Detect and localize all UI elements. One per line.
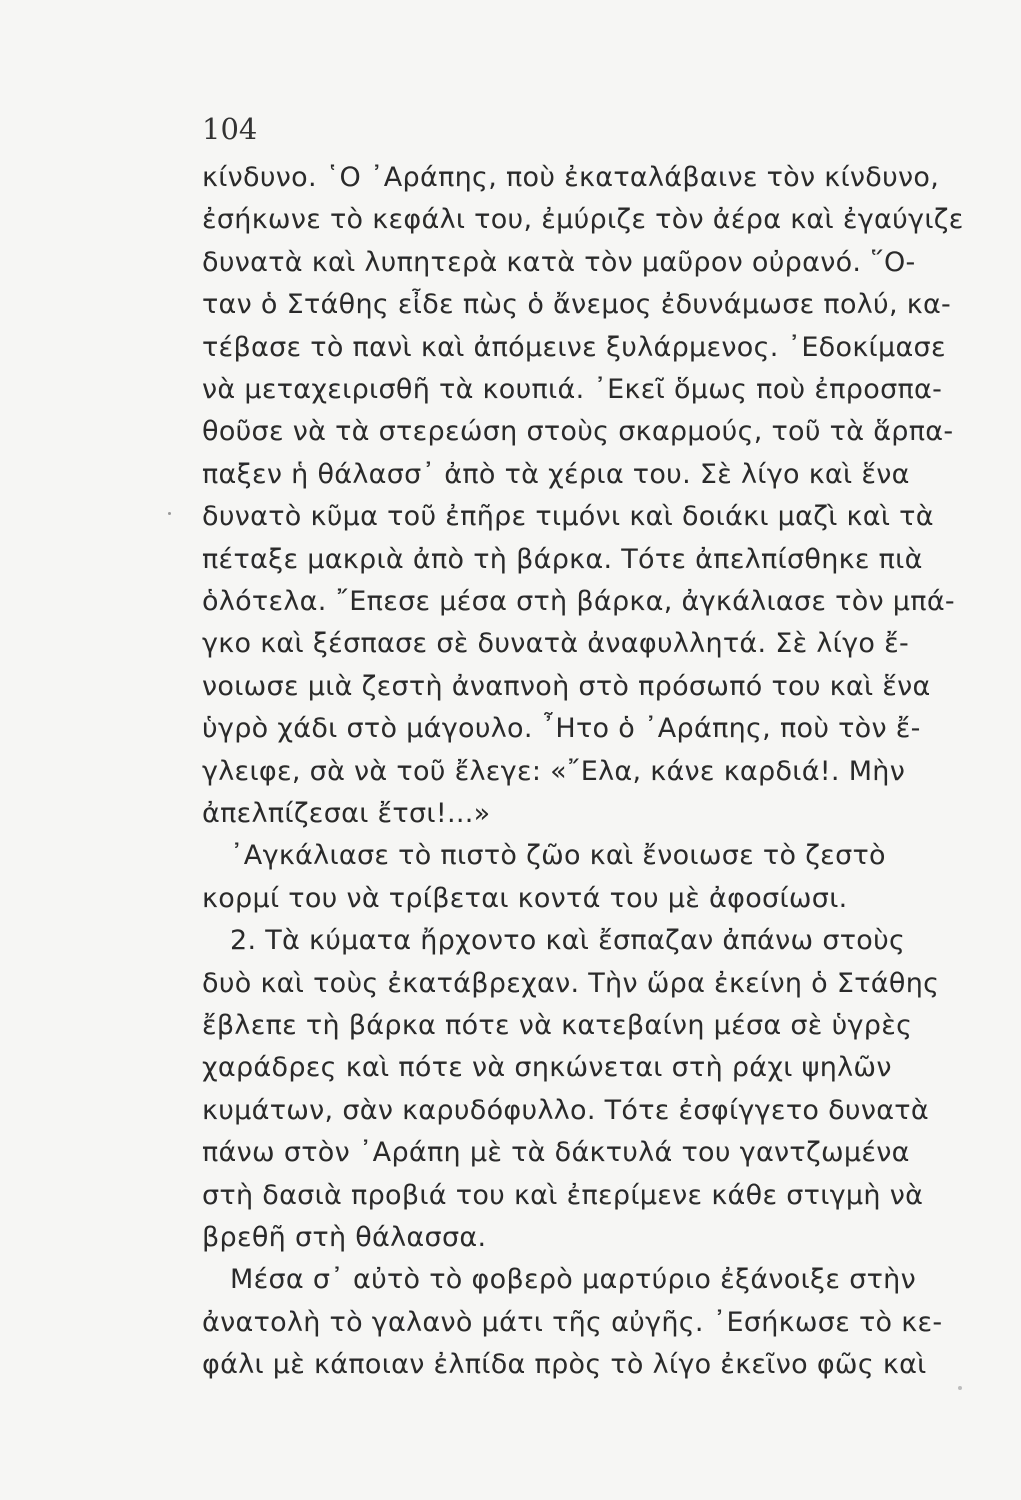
text-line-3: δυνατὰ καὶ λυπητερὰ κατὰ τὸν μαῦρον οὐρανό. ῞Ο-	[202, 247, 916, 278]
text-line-17: ᾿Αγκάλιασε τὸ πιστὸ ζῶο καὶ ἔνοιωσε τὸ ζεστὸ	[230, 840, 886, 871]
text-line-9: δυνατὸ κῦμα τοῦ ἐπῆρε τιμόνι καὶ δοιάκι μαζὶ καὶ τὰ	[202, 501, 934, 532]
text-line-21: ἔβλεπε τὴ βάρκα πότε νὰ κατεβαίνη μέσα σὲ ὑγρὲς	[202, 1010, 913, 1041]
text-line-25: στὴ δασιὰ προβιά του καὶ ἐπερίμενε κάθε στιγμὴ νὰ	[202, 1180, 924, 1211]
text-line-13: νοιωσε μιὰ ζεστὴ ἀναπνοὴ στὸ πρόσωπό του καὶ ἕνα	[202, 671, 931, 702]
text-line-27: Μέσα σ᾿ αὐτὸ τὸ φοβερὸ μαρτύριο ἐξάνοιξε στὴν	[230, 1264, 916, 1295]
text-line-18: κορμί του νὰ τρίβεται κοντά του μὲ ἀφοσίωσι.	[202, 883, 848, 914]
dust-speck	[958, 1386, 962, 1390]
text-line-8: παξεν ἡ θάλασσ᾿ ἀπὸ τὰ χέρια του. Σὲ λίγο καὶ ἕνα	[202, 459, 910, 490]
text-line-28: ἀνατολὴ τὸ γαλανὸ μάτι τῆς αὐγῆς. ᾿Εσήκωσε τὸ κε-	[202, 1307, 943, 1338]
text-line-26: βρεθῆ στὴ θάλασσα.	[202, 1222, 487, 1253]
margin-speck	[168, 512, 171, 515]
text-line-22: χαράδρες καὶ πότε νὰ σηκώνεται στὴ ράχι ψηλῶν	[202, 1052, 892, 1083]
text-line-20: δυὸ καὶ τοὺς ἐκατάβρεχαν. Τὴν ὥρα ἐκείνη ὁ Στάθης	[202, 968, 940, 999]
text-line-23: κυμάτων, σὰν καρυδόφυλλο. Τότε ἐσφίγγετο δυνατὰ	[202, 1095, 929, 1126]
text-line-12: γκο καὶ ξέσπασε σὲ δυνατὰ ἀναφυλλητά. Σὲ λίγο ἔ-	[202, 628, 910, 659]
text-line-5: τέβασε τὸ πανὶ καὶ ἀπόμεινε ξυλάρμενος. ᾿Εδοκίμασε	[202, 332, 946, 363]
text-line-10: πέταξε μακριὰ ἀπὸ τὴ βάρκα. Τότε ἀπελπίσθηκε πιὰ	[202, 544, 923, 575]
text-line-19: 2. Τὰ κύματα ἤρχοντο καὶ ἔσπαζαν ἀπάνω στοὺς	[230, 925, 906, 956]
page-number: 104	[202, 112, 258, 146]
text-line-15: γλειφε, σὰ νὰ τοῦ ἔλεγε: «῎Ελα, κάνε καρδιά!. Μὴν	[202, 756, 906, 787]
text-line-24: πάνω στὸν ᾿Αράπη μὲ τὰ δάκτυλά του γαντζωμένα	[202, 1137, 910, 1168]
text-line-16: ἀπελπίζεσαι ἔτσι!...»	[202, 798, 491, 829]
text-line-1: κίνδυνο. ῾Ο ᾿Αράπης, ποὺ ἐκαταλάβαινε τὸν κίνδυνο,	[202, 162, 940, 193]
text-line-2: ἐσήκωνε τὸ κεφάλι του, ἐμύριζε τὸν ἀέρα καὶ ἐγαύγιζε	[202, 204, 964, 235]
text-line-4: ταν ὁ Στάθης εἶδε πὼς ὁ ἄνεμος ἐδυνάμωσε πολύ, κα-	[202, 289, 952, 320]
text-line-6: νὰ μεταχειρισθῆ τὰ κουπιά. ᾿Εκεῖ ὅμως ποὺ ἐπροσπα-	[202, 374, 943, 405]
text-line-29: φάλι μὲ κάποιαν ἐλπίδα πρὸς τὸ λίγο ἐκεῖνο φῶς καὶ	[202, 1349, 927, 1380]
text-line-14: ὑγρὸ χάδι στὸ μάγουλο. ῏Ητο ὁ ᾿Αράπης, ποὺ τὸν ἔ-	[202, 713, 921, 744]
text-line-11: ὁλότελα. ῎Επεσε μέσα στὴ βάρκα, ἀγκάλιασε τὸν μπά-	[202, 586, 955, 617]
text-line-7: θοῦσε νὰ τὰ στερεώση στοὺς σκαρμούς, τοῦ τὰ ἅρπα-	[202, 416, 954, 447]
